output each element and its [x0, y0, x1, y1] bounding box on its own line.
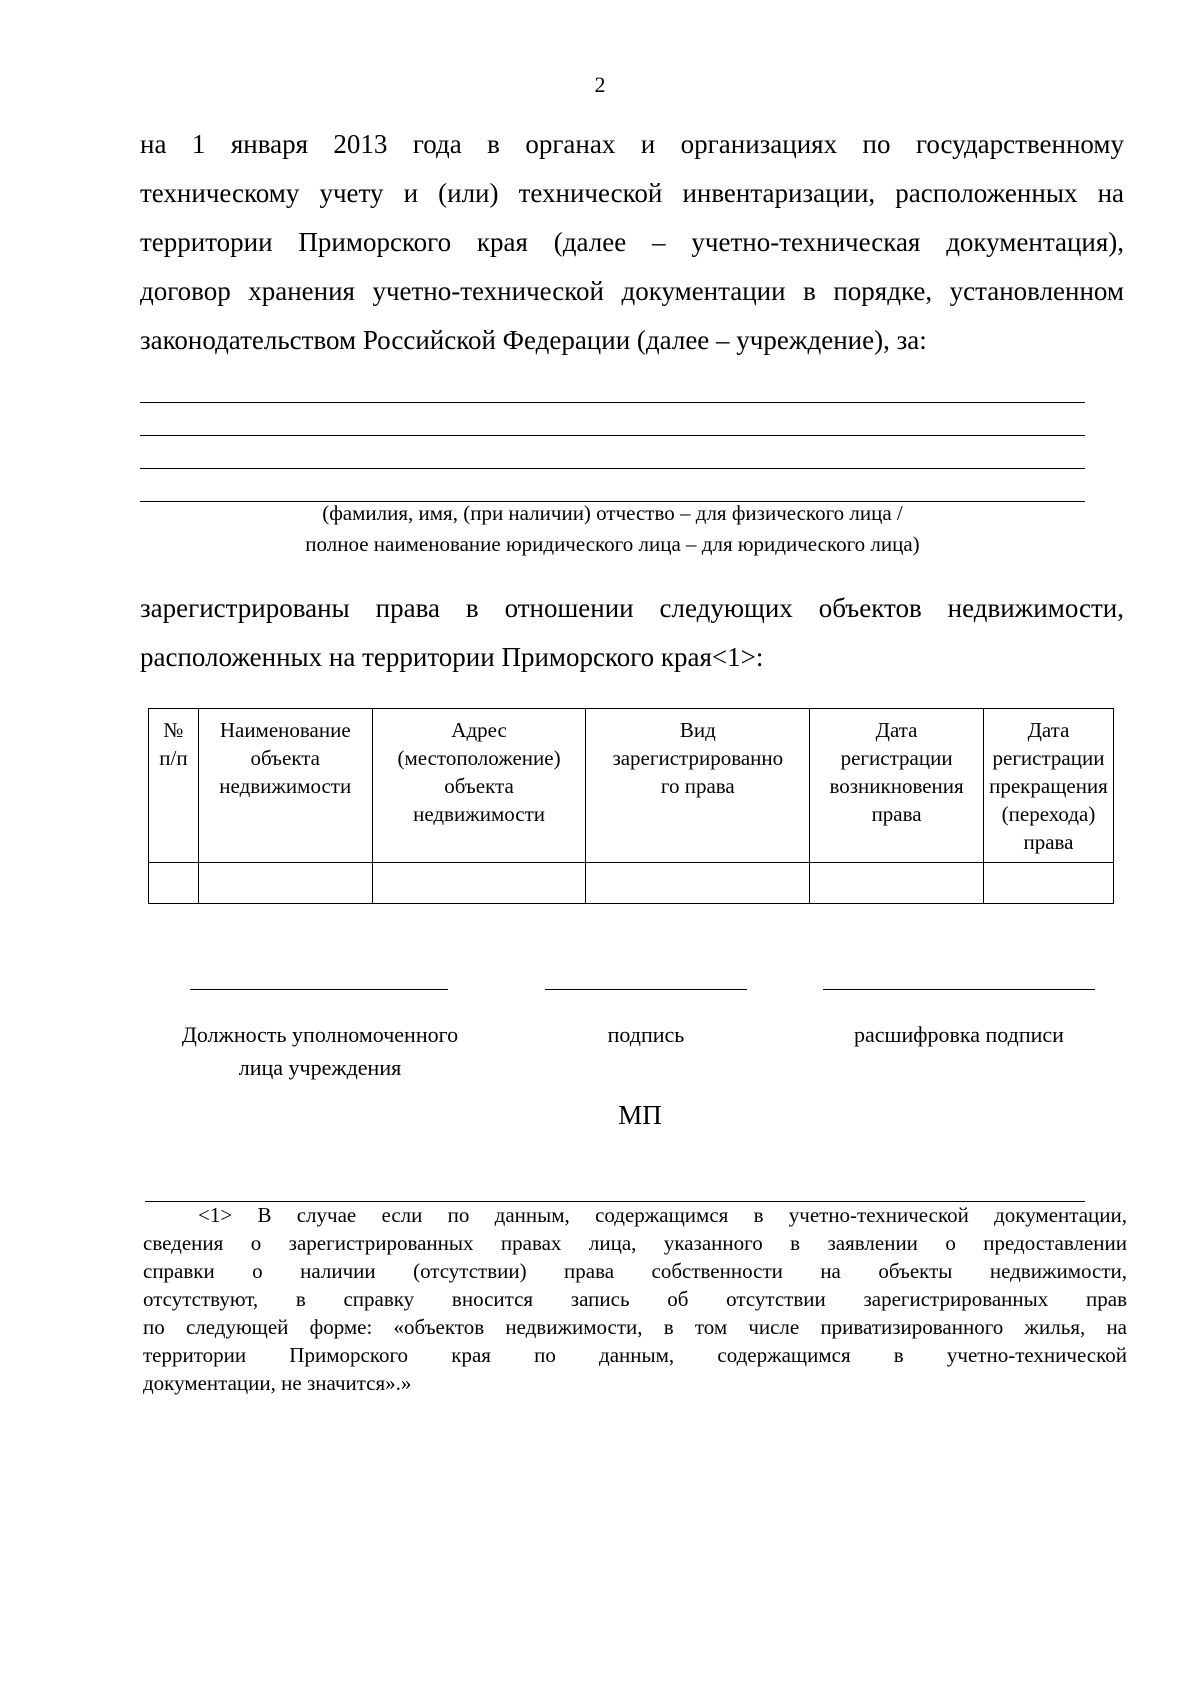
position-signature-line[interactable]	[190, 989, 448, 990]
position-label	[140, 1018, 500, 1084]
applicant-fill-line[interactable]	[140, 468, 1085, 469]
column-header-right-type: Вид зарегистрированно го права	[586, 709, 810, 863]
footnote-line: территории Приморского края по данным, содержащимся в учетно-технической	[143, 1343, 1127, 1367]
footnote-line: документации, не значится».»	[143, 1371, 412, 1395]
stamp-placeholder: МП	[618, 1100, 662, 1130]
table-cell[interactable]	[149, 863, 199, 904]
table-cell[interactable]	[586, 863, 810, 904]
column-header-object-name: Наименование объекта недвижимости	[198, 709, 372, 863]
intro-line: договор хранения учетно-технической документации в порядке, установленном	[140, 276, 1124, 306]
caption-line: (фамилия, имя, (при наличии) отчество – для физического лица /	[322, 501, 903, 525]
signature-decoding-line[interactable]	[823, 989, 1095, 990]
registered-line: зарегистрированы права в отношении следующих объектов недвижимости,	[140, 593, 1124, 623]
intro-paragraph	[140, 120, 1124, 365]
signature-line[interactable]	[545, 989, 747, 990]
table-cell[interactable]	[810, 863, 984, 904]
column-header-registration-date: Дата регистрации возникновения права	[810, 709, 984, 863]
applicant-fill-line[interactable]	[140, 402, 1085, 403]
registered-line: расположенных на территории Приморского края<1>:	[140, 642, 764, 672]
registered-paragraph	[140, 584, 1124, 682]
column-header-termination-date: Дата регистрации прекращения (перехода) права	[983, 709, 1113, 863]
applicant-fill-line[interactable]	[140, 435, 1085, 436]
footnote-line: сведения о зарегистрированных правах лица, указанного в заявлении о предоставлении	[143, 1231, 1127, 1255]
signature-decoding-label: расшифровка подписи	[854, 1022, 1064, 1047]
table-cell[interactable]	[372, 863, 586, 904]
signature-label: подпись	[607, 1022, 685, 1047]
footnote-line: по следующей форме: «объектов недвижимости, в том числе приватизированного жилья, на	[143, 1315, 1127, 1339]
table-cell[interactable]	[198, 863, 372, 904]
footnote-line: отсутствуют, в справку вносится запись об отсутствии зарегистрированных прав	[143, 1287, 1127, 1311]
column-header-number: № п/п	[149, 709, 199, 863]
intro-line: на 1 января 2013 года в органах и организациях по государственному	[140, 129, 1124, 159]
table-header-row	[149, 709, 1114, 863]
footnote	[143, 1201, 1127, 1397]
footnote-line: <1> В случае если по данным, содержащимся в учетно-технической документации,	[198, 1203, 1127, 1227]
real-estate-table	[148, 708, 1114, 904]
column-header-address: Адрес (местоположение) объекта недвижимости	[372, 709, 586, 863]
position-label-line: Должность уполномоченного	[181, 1022, 459, 1047]
footnote-line: справки о наличии (отсутствии) права собственности на объекты недвижимости,	[143, 1259, 1127, 1283]
applicant-caption	[140, 498, 1085, 560]
intro-line: техническому учету и (или) технической инвентаризации, расположенных на	[140, 178, 1124, 208]
intro-line: законодательством Российской Федерации (далее – учреждение), за:	[140, 325, 927, 355]
intro-line: территории Приморского края (далее – учетно-техническая документация),	[140, 227, 1124, 257]
position-label-line: лица учреждения	[238, 1055, 402, 1080]
table-row	[149, 863, 1114, 904]
caption-line: полное наименование юридического лица – для юридического лица)	[305, 532, 920, 556]
page-number: 2	[594, 72, 606, 97]
table-cell[interactable]	[983, 863, 1113, 904]
